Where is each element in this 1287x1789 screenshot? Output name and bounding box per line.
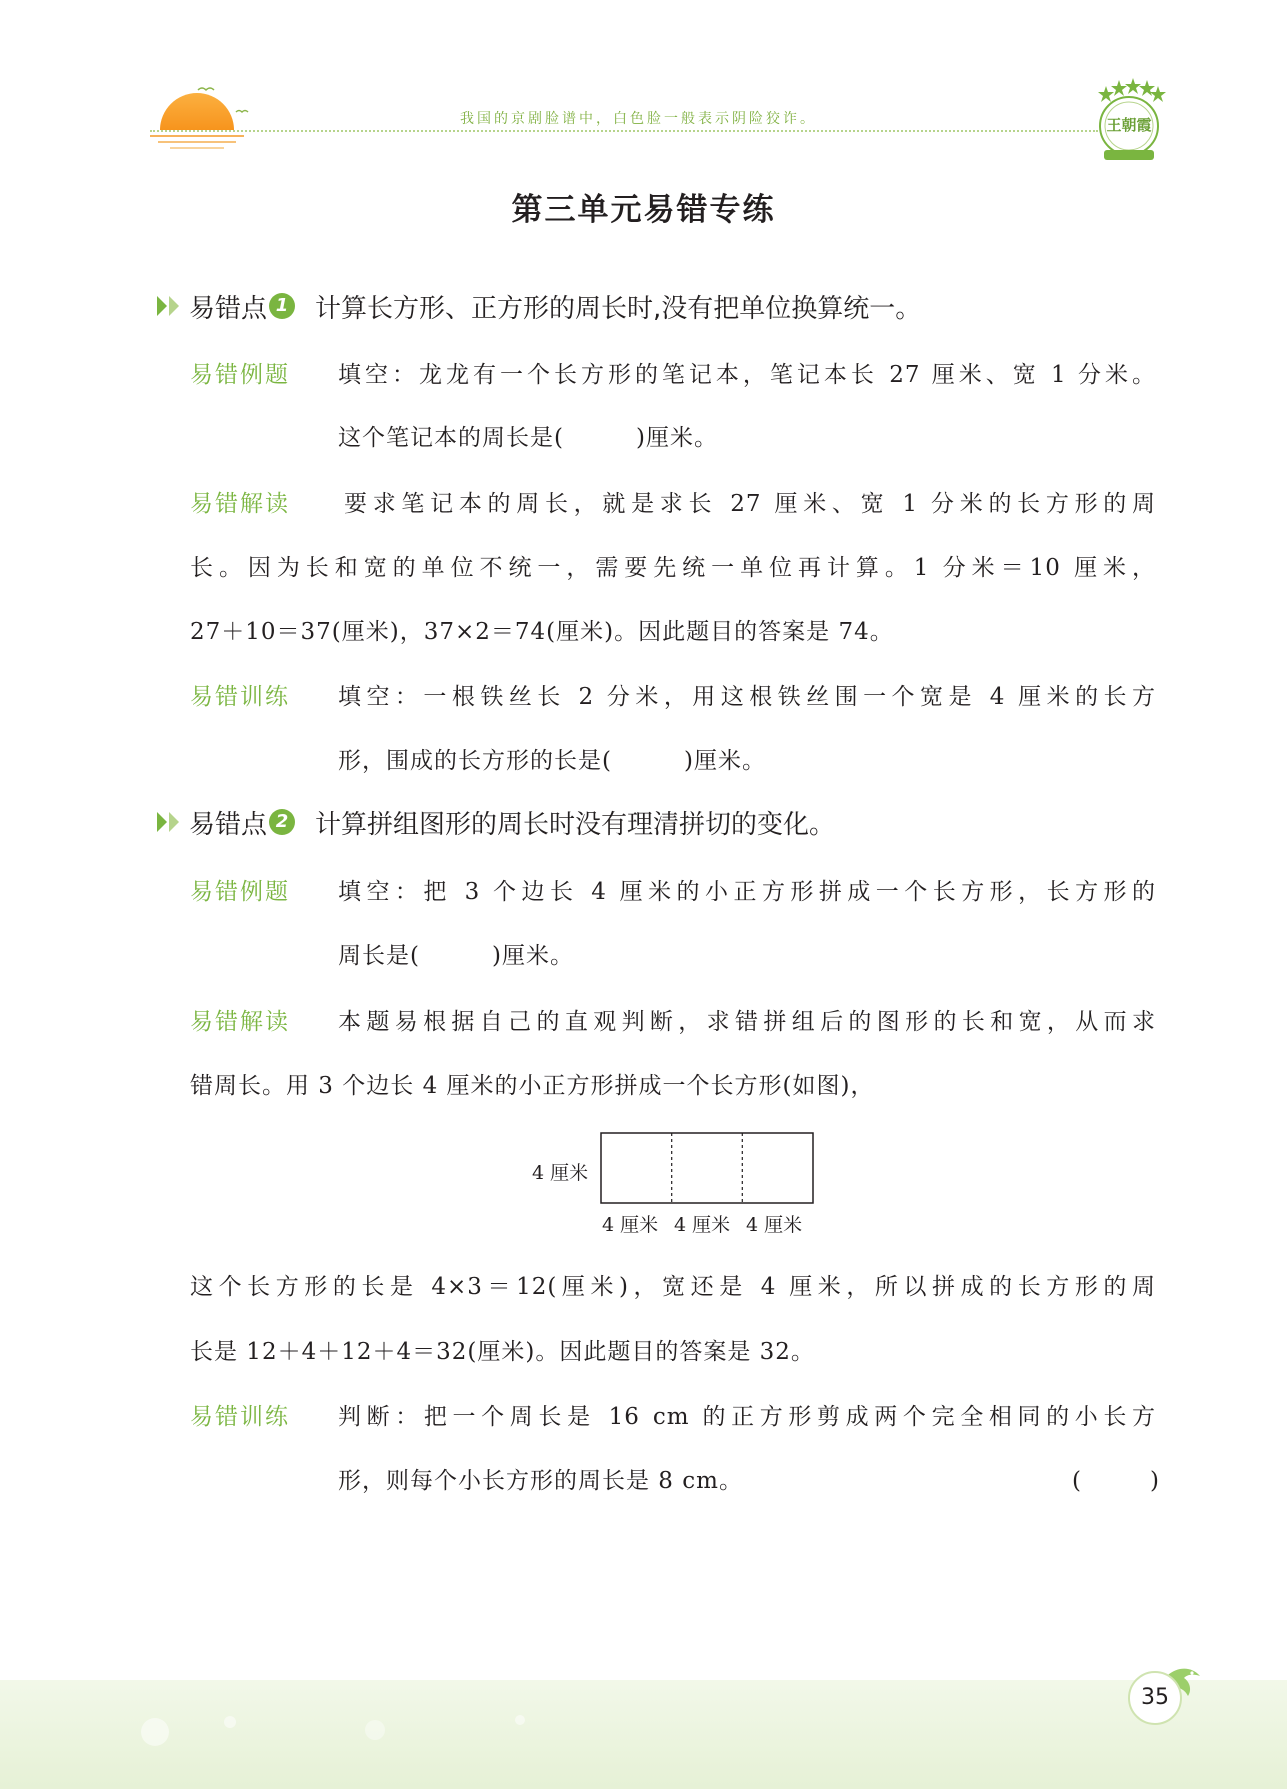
- analysis-line-4: 长是 12＋4＋12＋4＝32(厘米)。因此题目的答案是 32。: [190, 1339, 815, 1365]
- answer-parentheses: ( ): [1072, 1468, 1159, 1494]
- sun-logo-icon: [148, 78, 258, 153]
- training-line-1: 填空：一根铁丝长 2 分米，用这根铁丝围一个宽是 4 厘米的长方: [338, 684, 1156, 710]
- example-line-1: 填空：把 3 个边长 4 厘米的小正方形拼成一个长方形，长方形的: [338, 879, 1156, 905]
- page-title: 第三单元易错专练: [511, 192, 776, 228]
- training-label: 易错训练: [190, 1404, 290, 1430]
- example-line-2: 周长是( )厘米。: [338, 943, 574, 969]
- analysis-label: 易错解读: [190, 491, 290, 517]
- header-tip: 我国的京剧脸谱中，白色脸一般表示阴险狡诈。: [460, 111, 817, 127]
- point-label: 易错点: [189, 809, 268, 840]
- analysis-line-3: 27＋10＝37(厘米)，37×2＝74(厘米)。因此题目的答案是 74。: [190, 619, 894, 645]
- point-label: 易错点: [189, 293, 268, 324]
- error-point-2: [155, 802, 835, 842]
- training-line-2: 形，则每个小长方形的周长是 8 cm。: [338, 1468, 743, 1494]
- brand-seal-text: 王朝霞: [1106, 116, 1152, 134]
- training-label: 易错训练: [190, 684, 290, 710]
- point-description: 计算长方形、正方形的周长时,没有把单位换算统一。: [315, 293, 922, 324]
- rectangle-figure: [520, 1118, 840, 1238]
- error-point-1: [155, 286, 921, 326]
- analysis-line-3: 这个长方形的长是 4×3＝12(厘米)，宽还是 4 厘米，所以拼成的长方形的周: [190, 1274, 1156, 1300]
- example-label: 易错例题: [190, 362, 290, 388]
- example-line-2: 这个笔记本的周长是( )厘米。: [338, 425, 718, 451]
- figure-bottom-label-2: 4 厘米: [674, 1214, 731, 1236]
- three-squares-diagram: [600, 1132, 816, 1206]
- figure-side-label: 4 厘米: [532, 1162, 589, 1184]
- analysis-line-2: 错周长。用 3 个边长 4 厘米的小正方形拼成一个长方形(如图)，: [190, 1073, 875, 1099]
- double-arrow-icon: [155, 809, 185, 835]
- analysis-label: 易错解读: [190, 1009, 290, 1035]
- analysis-line-2: 长。因为长和宽的单位不统一，需要先统一单位再计算。1 分米＝10 厘米，: [190, 555, 1156, 581]
- figure-bottom-label-3: 4 厘米: [746, 1214, 803, 1236]
- example-label: 易错例题: [190, 879, 290, 905]
- figure-bottom-label-1: 4 厘米: [602, 1214, 659, 1236]
- brand-seal-icon: [1090, 78, 1168, 162]
- analysis-line-1: 本题易根据自己的直观判断，求错拼组后的图形的长和宽，从而求: [338, 1009, 1156, 1035]
- decorative-bubbles: [0, 1680, 1287, 1789]
- point-number-badge: 2: [269, 809, 295, 835]
- analysis-line-1: 要求笔记本的周长，就是求长 27 厘米、宽 1 分米的长方形的周: [344, 491, 1156, 517]
- footer-band: [0, 1680, 1287, 1789]
- double-arrow-icon: [155, 293, 185, 319]
- page-number: 35: [1128, 1671, 1182, 1725]
- header-dotted-line: [150, 130, 1098, 132]
- point-description: 计算拼组图形的周长时没有理清拼切的变化。: [315, 809, 836, 840]
- example-line-1: 填空：龙龙有一个长方形的笔记本，笔记本长 27 厘米、宽 1 分米。: [338, 362, 1156, 388]
- training-line-1: 判断：把一个周长是 16 cm 的正方形剪成两个完全相同的小长方: [338, 1404, 1156, 1430]
- point-number-badge: 1: [269, 293, 295, 319]
- training-line-2: 形，围成的长方形的长是( )厘米。: [338, 748, 766, 774]
